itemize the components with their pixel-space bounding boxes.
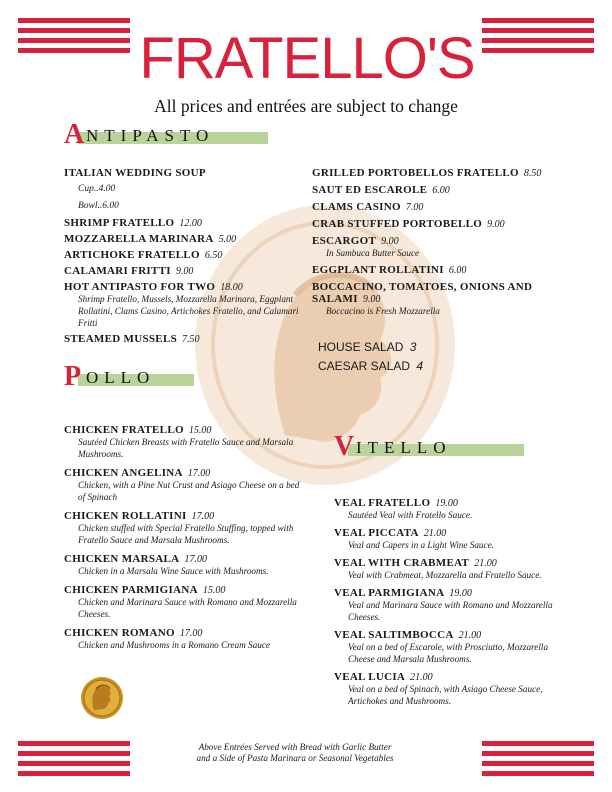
item-name: MOZZARELLA MARINARA — [64, 233, 214, 245]
menu-item — [334, 671, 564, 707]
item-description: Sautéed Veal with Fratello Sauce. — [348, 510, 473, 520]
menu-item — [64, 467, 304, 503]
salad-item — [318, 357, 423, 376]
menu-item — [64, 265, 304, 277]
item-description: Veal with Crabmeat, Mozzarella and Fratello Sauce. — [348, 570, 542, 580]
menu-item — [312, 184, 552, 196]
item-price: 17.00 — [179, 628, 203, 639]
pollo-rest: OLLO — [86, 368, 156, 387]
antipasto-right-column — [312, 167, 552, 322]
item-name: VEAL WITH CRABMEAT — [334, 557, 470, 569]
item-name: CHICKEN ANGELINA — [64, 467, 183, 479]
item-price: 17.00 — [191, 511, 215, 522]
item-price: 6.50 — [204, 250, 223, 261]
footer-line-2: and a Side of Pasta Marinara or Seasonal Vegetables — [196, 753, 394, 763]
vitello-column — [334, 497, 564, 713]
item-price: 21.00 — [458, 630, 482, 641]
top-right-stripes — [482, 18, 594, 58]
menu-item — [312, 218, 552, 230]
item-name: CLAMS CASINO — [312, 201, 401, 213]
prices-notice: All prices and entrées are subject to change — [154, 96, 458, 116]
item-description: Veal and Marinara Sauce with Romano and Mozzarella Cheeses. — [348, 600, 553, 622]
menu-item — [334, 587, 564, 623]
item-name: VEAL PARMIGIANA — [334, 587, 445, 599]
soup-bowl: Bowl..6.00 — [78, 201, 119, 211]
item-price: 9.00 — [487, 219, 505, 230]
item-name: ARTICHOKE FRATELLO — [64, 249, 200, 261]
item-price: 18.00 — [220, 282, 243, 293]
menu-item — [64, 627, 304, 651]
footer-note — [150, 742, 440, 764]
menu-item — [64, 584, 304, 620]
menu-item — [64, 424, 304, 460]
fratellos-logo — [139, 20, 475, 91]
antipasto-initial: A — [64, 119, 85, 150]
menu-item — [64, 553, 304, 577]
menu-item — [64, 167, 304, 213]
item-price: 8.50 — [523, 168, 542, 179]
logo-text: FRATELLO'S — [139, 26, 475, 91]
item-description: Chicken stuffed with Special Fratello Stuffing, topped with Fratello Sauce and Marsala Mushrooms. — [78, 523, 294, 545]
item-description: Veal on a bed of Escarole, with Prosciutto, Mozzarella Cheese and Marsala Mushrooms. — [348, 642, 549, 664]
gold-coin-icon — [80, 676, 124, 720]
menu-item — [312, 167, 552, 179]
item-name: CALAMARI FRITTI — [64, 265, 171, 277]
footer-line-1: Above Entrées Served with Bread with Garlic Butter — [198, 742, 392, 752]
item-price: 21.00 — [423, 528, 447, 539]
item-price: 7.50 — [182, 334, 200, 345]
item-description: Sautéed Chicken Breasts with Fratello Sauce and Marsala Mushrooms. — [78, 437, 294, 459]
item-price: 15.00 — [202, 585, 226, 596]
menu-item — [312, 264, 552, 276]
item-name: HOT ANTIPASTO FOR TWO — [64, 281, 216, 293]
item-description: Chicken, with a Pine Nut Crust and Asiago Cheese on a bed of Spinach — [78, 480, 300, 502]
item-description: Boccacino is Fresh Mozzarella — [326, 306, 440, 316]
item-price: 15.00 — [188, 425, 212, 436]
item-price: 9.00 — [175, 266, 194, 277]
item-name: CHICKEN ROMANO — [64, 627, 175, 639]
soup-cup: Cup..4.00 — [78, 184, 116, 194]
item-name: SHRIMP FRATELLO — [64, 217, 175, 229]
menu-item — [334, 557, 564, 581]
pollo-initial: P — [64, 361, 82, 392]
menu-item — [312, 281, 552, 317]
menu-item — [64, 333, 304, 345]
menu-item — [64, 281, 304, 329]
item-name: STEAMED MUSSELS — [64, 333, 178, 345]
item-description: Veal on a bed of Spinach, with Asiago Cheese Sauce, Artichokes and Mushrooms. — [348, 684, 543, 706]
item-name: GRILLED PORTOBELLOS FRATELLO — [312, 167, 519, 179]
item-price: 6.00 — [432, 185, 450, 196]
item-name: ITALIAN WEDDING SOUP — [64, 167, 206, 179]
item-price: 9.00 — [381, 236, 399, 247]
item-price: 7.00 — [405, 202, 424, 213]
item-name: VEAL SALTIMBOCCA — [334, 629, 454, 641]
item-price: 5.00 — [218, 234, 237, 245]
item-description: Chicken and Marinara Sauce with Romano and Mozzarella Cheeses. — [78, 597, 297, 619]
item-name: EGGPLANT ROLLATINI — [312, 264, 444, 276]
menu-item — [64, 249, 304, 261]
antipasto-rest: NTIPASTO — [86, 126, 215, 145]
menu-item — [64, 510, 304, 546]
menu-item — [312, 201, 552, 213]
pollo-column — [64, 424, 304, 658]
item-name: ESCARGOT — [312, 235, 377, 247]
item-description: Chicken in a Marsala Wine Sauce with Mushrooms. — [78, 566, 269, 576]
item-description: Shrimp Fratello, Mussels, Mozzarella Marinara, Eggplant Rollatini, Clams Casino, Artichokes Fratello, and Calamari Fritti — [78, 294, 299, 328]
item-price: 19.00 — [449, 588, 472, 599]
item-name: BOCCACINO, TOMATOES, ONIONS AND SALAMI — [312, 281, 533, 305]
menu-item — [64, 233, 304, 245]
menu-item — [312, 235, 552, 259]
salads-list — [318, 338, 423, 376]
salad-price: 3 — [409, 340, 417, 354]
item-price: 21.00 — [474, 558, 497, 569]
item-name: CHICKEN MARSALA — [64, 553, 180, 565]
bottom-left-stripes — [18, 741, 130, 781]
vitello-heading — [334, 432, 514, 462]
item-price: 6.00 — [448, 265, 467, 276]
menu-item — [334, 527, 564, 551]
salad-item — [318, 338, 423, 357]
item-name: VEAL FRATELLO — [334, 497, 431, 509]
item-name: CHICKEN FRATELLO — [64, 424, 184, 436]
item-price: 17.00 — [187, 468, 211, 479]
menu-item — [334, 497, 564, 521]
vitello-initial: V — [334, 431, 355, 462]
item-name: VEAL PICCATA — [334, 527, 419, 539]
item-name: CHICKEN PARMIGIANA — [64, 584, 198, 596]
item-description: In Sambuca Butter Sauce — [326, 248, 420, 258]
salad-name: HOUSE SALAD — [318, 340, 404, 354]
item-price: 19.00 — [435, 498, 458, 509]
salad-price: 4 — [416, 359, 424, 373]
antipasto-left-column — [64, 167, 304, 349]
salad-name: CAESAR SALAD — [318, 359, 411, 373]
item-price: 17.00 — [184, 554, 207, 565]
item-name: SAUT ED ESCAROLE — [312, 184, 428, 196]
item-name: VEAL LUCIA — [334, 671, 406, 683]
vitello-rest: ITELLO — [356, 438, 452, 457]
menu-item — [64, 217, 304, 229]
item-description: Chicken and Mushrooms in a Romano Cream Sauce — [78, 640, 270, 650]
item-name: CRAB STUFFED PORTOBELLO — [312, 218, 483, 230]
item-price: 21.00 — [410, 672, 433, 683]
menu-item — [334, 629, 564, 665]
antipasto-heading — [64, 120, 274, 150]
item-description: Veal and Capers in a Light Wine Sauce. — [348, 540, 494, 550]
item-name: CHICKEN ROLLATINI — [64, 510, 187, 522]
bottom-right-stripes — [482, 741, 594, 781]
pollo-heading — [64, 362, 184, 392]
item-price: 12.00 — [179, 218, 202, 229]
top-left-stripes — [18, 18, 130, 58]
item-price: 9.00 — [362, 294, 381, 305]
